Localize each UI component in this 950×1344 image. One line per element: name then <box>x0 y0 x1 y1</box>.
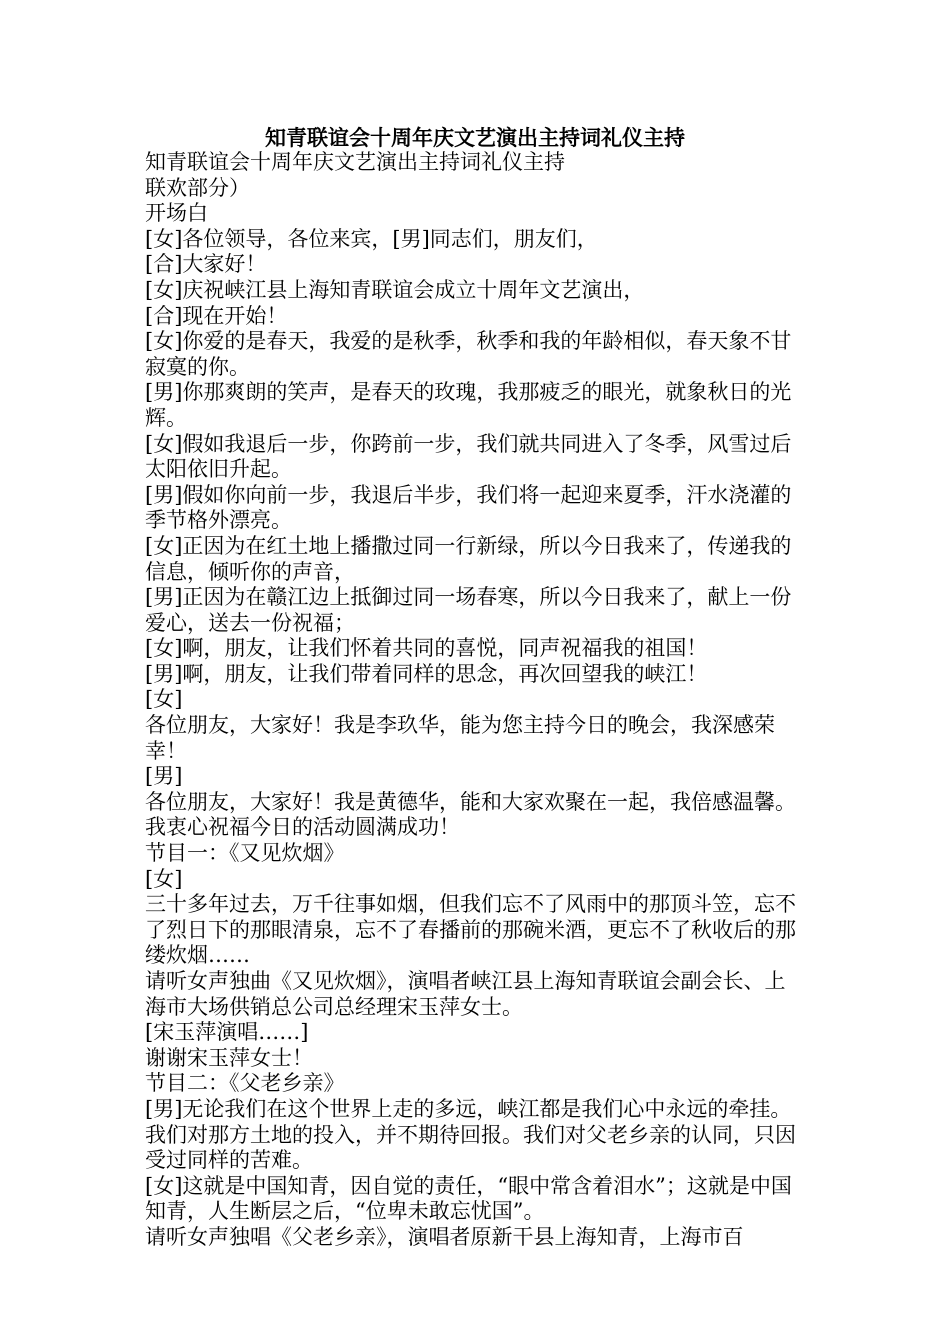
paragraph: 节目一：《又见炊烟》 <box>145 841 345 866</box>
paragraph: [女] <box>145 866 183 891</box>
paragraph: [女]庆祝峡江县上海知青联谊会成立十周年文艺演出， <box>145 277 645 302</box>
paragraph: 请听女声独唱《父老乡亲》，演唱者原新干县上海知青，上海市百 <box>145 1224 744 1249</box>
document-body <box>145 150 805 1251</box>
paragraph: 谢谢宋玉萍女士！ <box>145 1045 313 1070</box>
paragraph: [女]各位领导，各位来宾，[男]同志们，朋友们， <box>145 226 598 251</box>
paragraph: [宋玉萍演唱……] <box>145 1020 309 1045</box>
paragraph: [男]正因为在赣江边上抵御过同一场春寒，所以今日我来了，献上一份爱心，送去一份祝福； <box>145 585 792 635</box>
paragraph: [女]假如我退后一步，你跨前一步，我们就共同进入了冬季，风雪过后太阳依旧升起。 <box>145 431 792 482</box>
paragraph: 联欢部分） <box>145 175 250 200</box>
paragraph: [男]你那爽朗的笑声，是春天的玫瑰，我那疲乏的眼光，就象秋日的光辉。 <box>145 380 792 430</box>
paragraph: [女]啊，朋友，让我们怀着共同的喜悦，同声祝福我的祖国！ <box>145 636 708 661</box>
paragraph: [女]正因为在红土地上播撒过同一行新绿，所以今日我来了，传递我的信息，倾听你的声音， <box>145 533 792 584</box>
paragraph: 节目二：《父老乡亲》 <box>145 1071 345 1096</box>
paragraph: [女] <box>145 687 183 712</box>
paragraph: 请听女声独曲《又见炊烟》，演唱者峡江县上海知青联谊会副会长、上海市大场供销总公司总经理宋玉萍女士。 <box>145 969 786 1019</box>
paragraph: [男] <box>145 764 183 789</box>
paragraph: 各位朋友，大家好！我是黄德华，能和大家欢聚在一起，我倍感温馨。我衷心祝福今日的活动圆满成功！ <box>145 789 796 840</box>
document-title: 知青联谊会十周年庆文艺演出主持词礼仪主持 <box>265 125 685 150</box>
paragraph: 各位朋友，大家好！我是李玖华，能为您主持今日的晚会，我深感荣幸！ <box>145 713 775 763</box>
paragraph: 三十多年过去，万千往事如烟，但我们忘不了风雨中的那顶斗笠，忘不了烈日下的那眼清泉，忘不了春播前的那碗米酒，更忘不了秋收后的那缕炊烟…… <box>145 892 796 968</box>
paragraph: [合]现在开始！ <box>145 303 288 328</box>
paragraph: [合]大家好！ <box>145 252 267 277</box>
paragraph: 知青联谊会十周年庆文艺演出主持词礼仪主持 <box>145 150 565 174</box>
paragraph: [男]啊，朋友，让我们带着同样的思念，再次回望我的峡江！ <box>145 661 708 686</box>
paragraph: [男]假如你向前一步，我退后半步，我们将一起迎来夏季，汗水浇灌的季节格外漂亮。 <box>145 482 792 533</box>
paragraph: [男]无论我们在这个世界上走的多远，峡江都是我们心中永远的牵挂。我们对那方土地的投入，并不期待回报。我们对父老乡亲的认同，只因受过同样的苦难。 <box>145 1096 796 1173</box>
paragraph: 开场白 <box>145 201 208 226</box>
paragraph: [女]你爱的是春天，我爱的是秋季，秋季和我的年龄相似，春天象不甘寂寞的你。 <box>145 329 792 379</box>
paragraph: [女]这就是中国知青，因自觉的责任，“眼中常含着泪水”；这就是中国知青，人生断层之后，“位卑未敢忘忧国”。 <box>145 1173 792 1224</box>
